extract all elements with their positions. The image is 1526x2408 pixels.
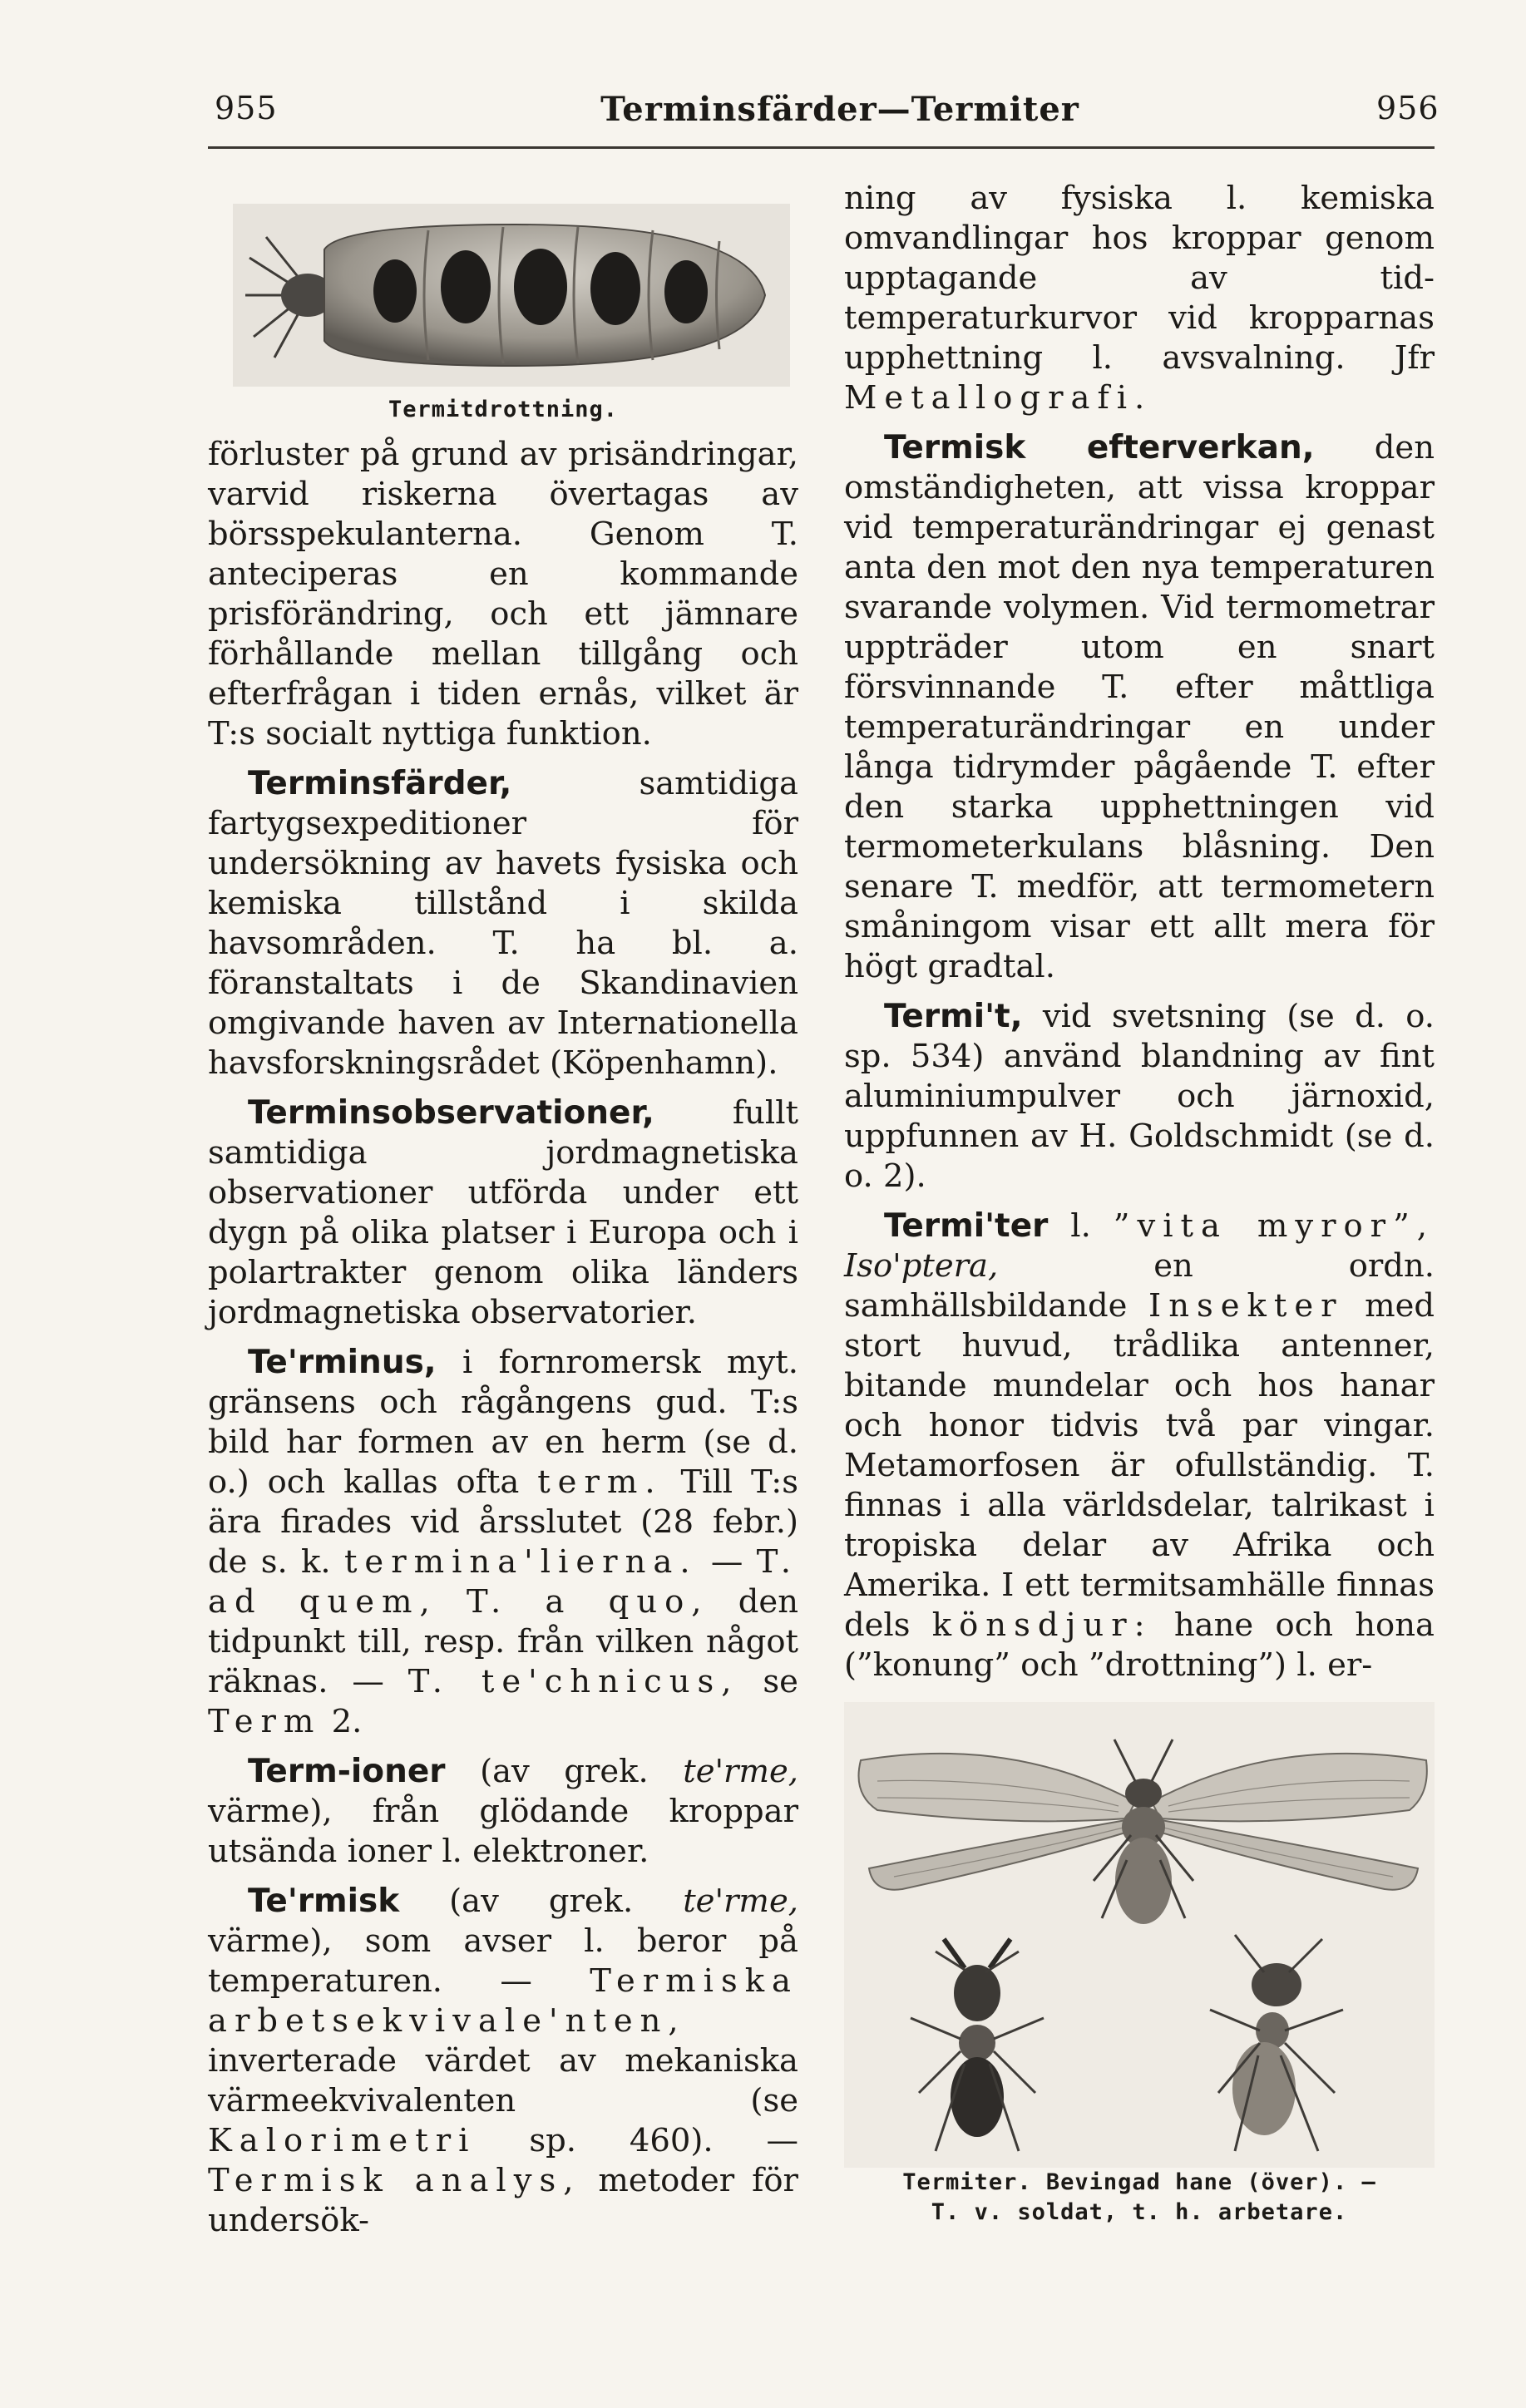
entry-terminsobservationer <box>208 1093 798 1333</box>
text-terminus-5: se <box>763 1663 798 1700</box>
text-termioner-2: värme), från glödande kroppar utsända ioner l. elektroner. <box>208 1793 798 1870</box>
ref-term: Term <box>208 1703 322 1740</box>
term-a-quo: T. a quo, <box>467 1583 709 1621</box>
entry-continuation-right <box>844 179 1435 418</box>
headword-termiter: Termi'ter <box>884 1207 1049 1245</box>
term-isoptera: Iso'ptera, <box>844 1247 999 1285</box>
text-termiter-3: med stort huvud, trådlika antenner, bitande mundelar och hos hanar och honor tidvis två par vingar. Metamorfosen är ofullständig. T. finnas i alla världsdelar, talrikast i tropiska delar av Afrika och Amerika. I ett termitsamhälle finnas dels <box>844 1287 1435 1644</box>
text-termisk-4: sp. 460). — <box>529 2122 798 2159</box>
figure-termites <box>844 1702 1435 2228</box>
text-termiter-2: en ordn. samhällsbildande <box>844 1247 1435 1325</box>
text-continuation-right: ning av fysiska l. kemiska omvandlingar hos kroppar genom upptagande av tid-temperaturkurvor vid kropparnas upphettning l. avsvalning. Jfr <box>844 180 1435 377</box>
entry-termit <box>844 997 1435 1197</box>
term-terminalierna: termina'lierna. <box>343 1543 698 1581</box>
headword-terminus: Te'rminus, <box>248 1344 437 1381</box>
term-term: term. <box>537 1463 663 1501</box>
left-page-number: 955 <box>215 90 278 126</box>
text-termisk-5: metoder för undersök- <box>208 2162 798 2239</box>
text-termisk-2: värme), som avser l. beror på temperaturen. — <box>208 1922 798 2000</box>
greek-terme-2: te'rme, <box>683 1882 798 1920</box>
right-page-number: 956 <box>1376 90 1440 126</box>
header-rule <box>208 146 1435 149</box>
headword-termisk-efterverkan: Termisk efterverkan, <box>884 429 1315 466</box>
headword-termisk: Te'rmisk <box>248 1882 400 1920</box>
termite-queen-illustration <box>216 179 790 395</box>
text-terminus-2: Till T:s ära firades vid årsslutet (28 febr.) de s. k. <box>208 1463 798 1581</box>
text-terminsobservationer: fullt samtidiga jordmagnetiska observationer utförda under ett dygn på olika platser i Europa och i polartrakter genom olika länders jordmagnetiska observatorier. <box>208 1094 798 1331</box>
text-termiter-1: l. <box>1070 1207 1091 1245</box>
right-column <box>844 179 1435 2238</box>
entry-terminus <box>208 1343 798 1742</box>
termites-illustration <box>844 1702 1435 2168</box>
greek-terme-1: te'rme, <box>683 1753 798 1790</box>
entry-termisk <box>208 1882 798 2241</box>
text-terminus-6: 2. <box>331 1703 363 1740</box>
headword-terminsobservationer: Terminsobservationer, <box>248 1094 654 1132</box>
entry-termioner <box>208 1752 798 1872</box>
text-termisk-3: inverterade värdet av mekaniska värmeekvivalenten (se <box>208 2042 798 2119</box>
text-termit: vid svetsning (se d. o. sp. 534) använd blandning av fint aluminiumpulver och järnoxid, uppfunnen av H. Goldschmidt (se d. o. 2). <box>844 998 1435 1195</box>
term-arbetsekvivalenten: Termiska arbetsekvivale'nten, <box>208 1962 798 2040</box>
term-vita-myror: ”vita myror”, <box>1113 1207 1435 1245</box>
entry-continuation: förluster på grund av prisändringar, varvid riskerna övertagas av börsspekulanterna. Genom T. anteciperas en kommande prisförändring, och ett jämnare förhållande mellan tillgång och efterfrågan i tiden ernås, vilket är T:s socialt nyttiga funktion. <box>208 436 798 752</box>
text-terminsfarder: samtidiga fartygsexpeditioner för undersökning av havets fysiska och kemiska tillstånd i skilda havsområden. T. ha bl. a. föranstaltats i de Skandinavien omgivande haven av Internationella havsforskningsrådet (Köpenhamn). <box>208 765 798 1082</box>
text-terminus-1: i fornromersk myt. gränsens och rågångens gud. T:s bild har formen av en herm (se d. o.) och kallas ofta <box>208 1344 798 1501</box>
left-column <box>208 179 798 2251</box>
entry-termiter <box>844 1206 1435 1685</box>
headword-termit: Termi't, <box>884 998 1023 1035</box>
entry-termisk-efterverkan <box>844 428 1435 987</box>
entry-terminsfarder <box>208 764 798 1083</box>
text-termioner-1: (av grek. <box>480 1753 649 1790</box>
figure-termite-queen <box>216 179 790 425</box>
headword-terminsfarder: Terminsfärder, <box>248 765 512 802</box>
text-terminus-4: den tidpunkt till, resp. från vilken något räknas. — <box>208 1583 799 1700</box>
ref-metallografi: Metallografi. <box>844 379 1153 417</box>
ref-kalorimetri: Kalorimetri <box>208 2122 477 2159</box>
running-head-title: Terminsfärder—Termiter <box>600 90 1079 129</box>
text-termiter-4: hane och hona (”konung” och ”drottning”) l. er- <box>844 1606 1435 1684</box>
text-termisk-1: (av grek. <box>449 1882 634 1920</box>
term-konsdjur: könsdjur: <box>931 1606 1153 1644</box>
text-terminus-3: — <box>710 1543 743 1581</box>
term-technicus: T. te'chnicus, <box>407 1663 739 1700</box>
ref-insekter: Insekter <box>1148 1287 1344 1325</box>
figure-caption-line2: T. v. soldat, t. h. arbetare. <box>931 2199 1348 2225</box>
figure-caption-line1: Termiter. Bevingad hane (över). — <box>902 2169 1376 2195</box>
term-termisk-analys: Termisk analys, <box>208 2162 581 2199</box>
term-ad-quem: T. ad quem, <box>208 1543 798 1621</box>
figure-caption-queen: Termitdrottning. <box>388 397 619 422</box>
headword-termioner: Term-ioner <box>248 1753 446 1790</box>
text-efterverkan: den omständigheten, att vissa kroppar vid temperaturändringar ej genast anta den mot den nya temperaturen svarande volymen. Vid termometrar uppträder utom en snart försvinnande T. efter måttliga temperaturändringar en under långa tidrymder pågående T. efter den starka upphettningen vid termometerkulans blåsning. Den senare T. medför, att termometern småningom visar ett allt mera för högt gradtal. <box>844 429 1435 985</box>
